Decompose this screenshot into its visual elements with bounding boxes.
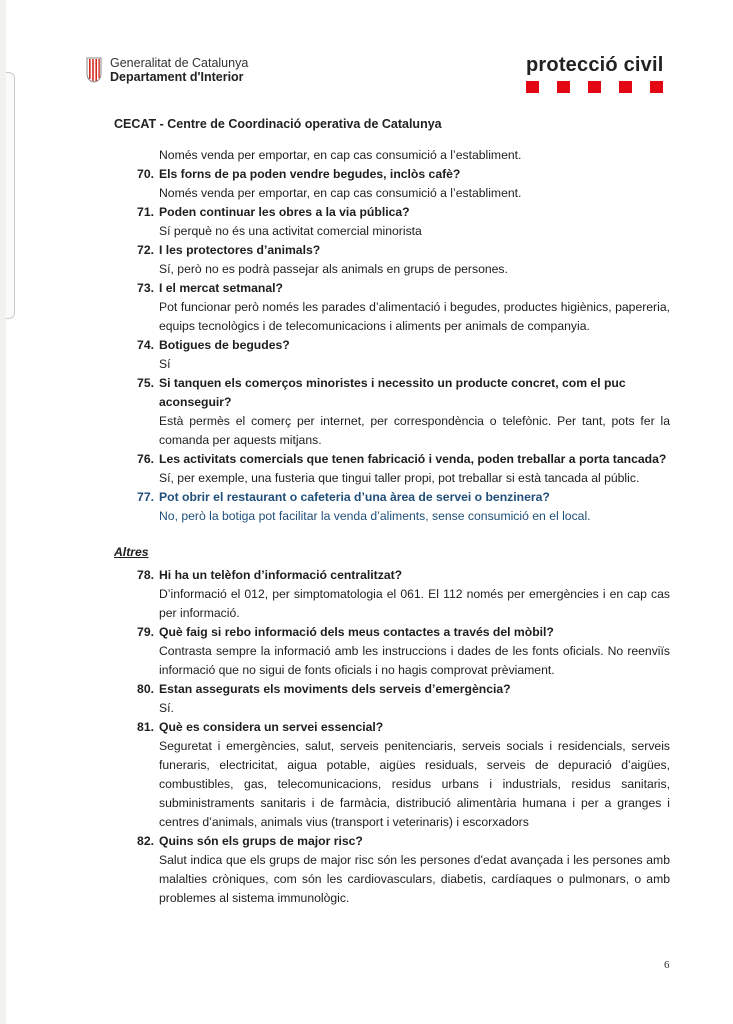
faq-question: Poden continuar les obres a la via pública? bbox=[159, 205, 410, 219]
faq-number: 79. bbox=[137, 625, 154, 639]
faq-question: Què es considera un servei essencial? bbox=[159, 720, 384, 734]
organization-name bbox=[110, 56, 248, 84]
page-edge-tab bbox=[6, 72, 15, 319]
faq-list bbox=[114, 566, 670, 908]
faq-answer: No, però la botiga pot facilitar la venda d’aliments, sense consumició en el local. bbox=[159, 509, 591, 523]
faq-question: Quins són els grups de major risc? bbox=[159, 834, 363, 848]
faq-item bbox=[114, 488, 670, 526]
faq-question: Botigues de begudes? bbox=[159, 338, 290, 352]
brand-square bbox=[588, 81, 601, 93]
faq-answer: D’informació el 012, per simptomatologia el 061. El 112 només per emergències i en cap cas per informació. bbox=[159, 587, 670, 620]
brand-square bbox=[557, 81, 570, 93]
faq-item-continuation bbox=[114, 146, 670, 165]
faq-answer: Sí, per exemple, una fusteria que tingui taller propi, pot treballar si està tancada al públic. bbox=[159, 471, 640, 485]
faq-item bbox=[114, 623, 670, 680]
faq-item bbox=[114, 165, 670, 203]
org-line-2: Departament d'Interior bbox=[110, 70, 244, 84]
document-subtitle: CECAT - Centre de Coordinació operativa de Catalunya bbox=[114, 117, 442, 131]
faq-item bbox=[114, 336, 670, 374]
org-line-1: Generalitat de Catalunya bbox=[110, 56, 249, 70]
faq-question: Els forns de pa poden vendre begudes, inclòs cafè? bbox=[159, 167, 461, 181]
brand-square bbox=[650, 81, 663, 93]
document-page bbox=[6, 0, 733, 1024]
faq-number: 72. bbox=[137, 243, 154, 257]
faq-question: Hi ha un telèfon d’informació centralitzat? bbox=[159, 568, 403, 582]
faq-number: 71. bbox=[137, 205, 154, 219]
proteccio-civil-logo bbox=[526, 54, 664, 93]
faq-number: 70. bbox=[137, 167, 154, 181]
faq-number: 73. bbox=[137, 281, 154, 295]
faq-item bbox=[114, 241, 670, 279]
faq-content bbox=[114, 146, 670, 908]
faq-item bbox=[114, 680, 670, 718]
faq-answer: Sí perquè no és una activitat comercial minorista bbox=[159, 224, 422, 238]
faq-item bbox=[114, 718, 670, 832]
page-number: 6 bbox=[664, 959, 670, 971]
faq-answer: Sí bbox=[159, 357, 171, 371]
brand-text: protecció civil bbox=[526, 54, 664, 76]
faq-answer: Pot funcionar però només les parades d’alimentació i begudes, productes higiènics, papereria, equips tecnològics i de telecomunicacions i aliments per animals de companyia. bbox=[159, 300, 670, 333]
faq-answer: Només venda per emportar, en cap cas consumició a l’establiment. bbox=[159, 186, 522, 200]
faq-question: Què faig si rebo informació dels meus contactes a través del mòbil? bbox=[159, 625, 554, 639]
faq-question: I el mercat setmanal? bbox=[159, 281, 283, 295]
faq-question: I les protectores d’animals? bbox=[159, 243, 321, 257]
faq-number: 80. bbox=[137, 682, 154, 696]
faq-item bbox=[114, 203, 670, 241]
brand-square bbox=[526, 81, 539, 93]
faq-item bbox=[114, 566, 670, 623]
faq-question: Les activitats comercials que tenen fabricació i venda, poden treballar a porta tancada? bbox=[159, 452, 667, 466]
faq-answer: Està permès el comerç per internet, per correspondència o telefònic. Per tant, pots fer la comanda per aquests mitjans. bbox=[159, 414, 670, 447]
faq-item bbox=[114, 279, 670, 336]
faq-number: 76. bbox=[137, 452, 154, 466]
faq-number: 75. bbox=[137, 376, 154, 390]
faq-number: 74. bbox=[137, 338, 154, 352]
faq-answer: Sí. bbox=[159, 701, 174, 715]
faq-answer: Contrasta sempre la informació amb les instruccions i dades de les fonts oficials. No reenviïs informació que no sigui de fonts oficials i no hagis comprovat prèviament. bbox=[159, 644, 670, 677]
faq-question: Pot obrir el restaurant o cafeteria d’una àrea de servei o benzinera? bbox=[159, 490, 550, 504]
faq-item bbox=[114, 450, 670, 488]
faq-question: Estan assegurats els moviments dels serveis d’emergència? bbox=[159, 682, 511, 696]
faq-number: 82. bbox=[137, 834, 154, 848]
faq-answer: Seguretat i emergències, salut, serveis penitenciaris, serveis socials i residencials, serveis funeraris, electricitat, aigua potable, aigües residuals, serveis de depuració d’aigües, combustibles, gas, telecomunicacions, residus urbans i industrials, residus sanitaris, subministraments sanitaris i de farmàcia, distribució alimentària humana i per a granges i centres d’animals, animals vius (transport i veterinaris) i escorxadors bbox=[159, 739, 670, 829]
faq-answer: Sí, però no es podrà passejar als animals en grups de persones. bbox=[159, 262, 508, 276]
section-heading: Altres bbox=[114, 545, 149, 559]
faq-list bbox=[114, 165, 670, 526]
brand-squares bbox=[526, 81, 664, 93]
faq-number: 78. bbox=[137, 568, 154, 582]
faq-number: 81. bbox=[137, 720, 154, 734]
faq-question: Si tanquen els comerços minoristes i necessito un producte concret, com el puc aconseguir? bbox=[159, 376, 626, 409]
faq-number: 77. bbox=[137, 490, 154, 504]
generalitat-logo-icon bbox=[86, 57, 102, 83]
brand-square bbox=[619, 81, 632, 93]
faq-item bbox=[114, 832, 670, 908]
faq-answer: Salut indica que els grups de major risc són les persones d'edat avançada i les persones amb malalties cròniques, com són les cardiovasculars, diabetis, cardíaques o pulmonars, o amb problemes al sistema immunològic. bbox=[159, 853, 670, 905]
faq-answer: Només venda per emportar, en cap cas consumició a l’establiment. bbox=[159, 148, 522, 162]
faq-item bbox=[114, 374, 670, 450]
